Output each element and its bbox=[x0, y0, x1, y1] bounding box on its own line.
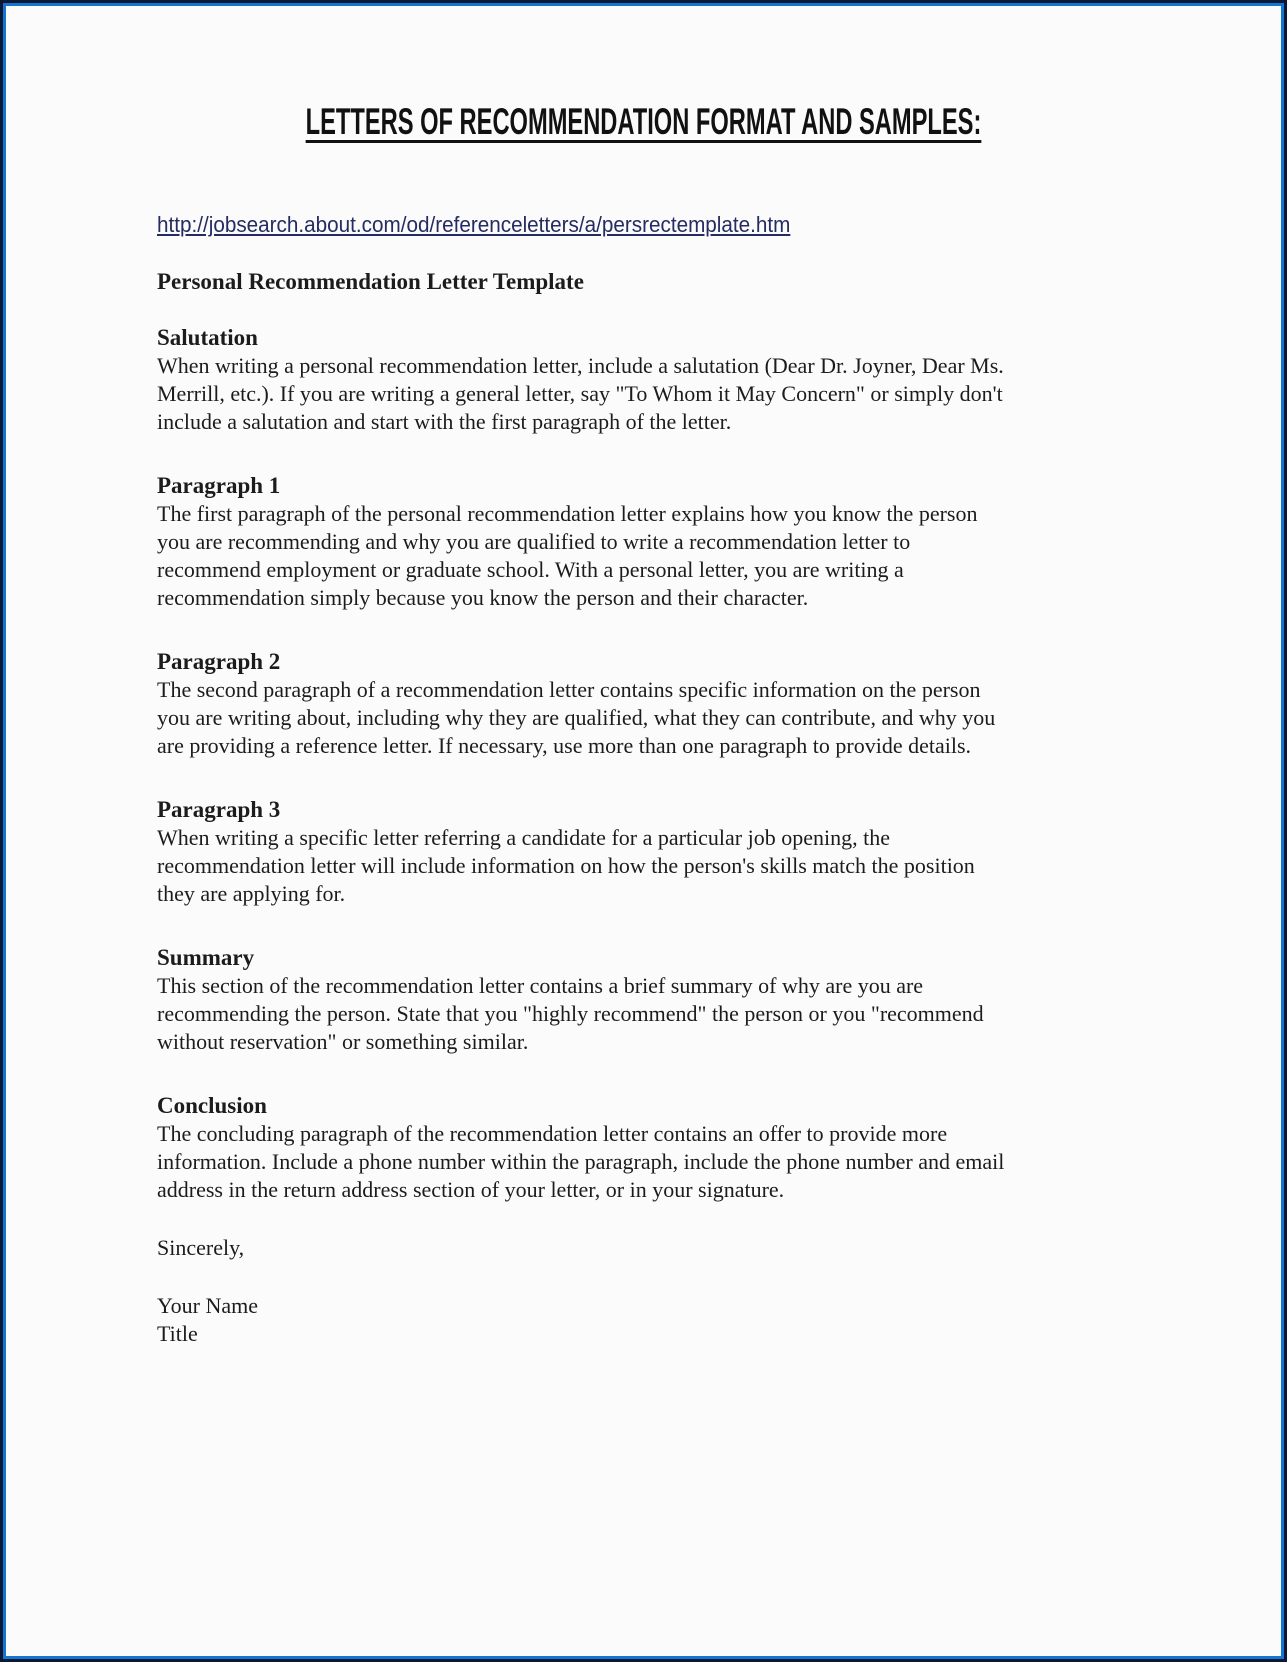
section-salutation bbox=[157, 324, 1281, 436]
section-text-line: include a salutation and start with the first paragraph of the letter. bbox=[157, 409, 732, 434]
section-text-line: they are applying for. bbox=[157, 881, 346, 906]
section-text-line: recommending the person. State that you "highly recommend" the person or you "recommend bbox=[157, 1001, 984, 1026]
sections-container bbox=[157, 324, 1281, 1204]
section-text-line: This section of the recommendation letter contains a brief summary of why are you are bbox=[157, 973, 924, 998]
section-text-line: recommend employment or graduate school. With a personal letter, you are writing a bbox=[157, 557, 904, 582]
document-title: LETTERS OF RECOMMENDATION FORMAT AND SAMPLES: bbox=[305, 101, 982, 142]
closing-signature-title: Title bbox=[157, 1321, 198, 1346]
document-content bbox=[6, 6, 1281, 1348]
closing-valediction: Sincerely, bbox=[157, 1235, 245, 1260]
section-text-line: without reservation" or something similar. bbox=[157, 1029, 529, 1054]
section-text-line: information. Include a phone number within the paragraph, include the phone number and email bbox=[157, 1149, 1005, 1174]
page-border-frame bbox=[3, 3, 1284, 1659]
section-heading: Salutation bbox=[157, 325, 258, 350]
source-url-link[interactable]: http://jobsearch.about.com/od/referenceletters/a/persrectemplate.htm bbox=[157, 212, 791, 237]
section-heading: Conclusion bbox=[157, 1093, 267, 1118]
section-conclusion bbox=[157, 1092, 1281, 1204]
section-text-line: The concluding paragraph of the recommendation letter contains an offer to provide more bbox=[157, 1121, 948, 1146]
section-text-line: The first paragraph of the personal recommendation letter explains how you know the person bbox=[157, 501, 978, 526]
section-text-line: address in the return address section of your letter, or in your signature. bbox=[157, 1177, 785, 1202]
section-paragraph-1 bbox=[157, 472, 1281, 612]
closing-block bbox=[157, 1234, 1281, 1348]
section-text-line: recommendation letter will include information on how the person's skills match the position bbox=[157, 853, 975, 878]
section-text-line: recommendation simply because you know the person and their character. bbox=[157, 585, 809, 610]
section-text-line: When writing a personal recommendation letter, include a salutation (Dear Dr. Joyner, Dear Ms. bbox=[157, 353, 1004, 378]
section-text-line: When writing a specific letter referring a candidate for a particular job opening, the bbox=[157, 825, 891, 850]
section-heading: Paragraph 1 bbox=[157, 473, 281, 498]
section-summary bbox=[157, 944, 1281, 1056]
document-subtitle: Personal Recommendation Letter Template bbox=[157, 269, 584, 294]
section-text-line: are providing a reference letter. If necessary, use more than one paragraph to provide details. bbox=[157, 733, 972, 758]
section-text-line: Merrill, etc.). If you are writing a general letter, say "To Whom it May Concern" or simply don't bbox=[157, 381, 1003, 406]
closing-signature-name: Your Name bbox=[157, 1293, 259, 1318]
section-text-line: The second paragraph of a recommendation letter contains specific information on the person bbox=[157, 677, 981, 702]
section-heading: Paragraph 2 bbox=[157, 649, 281, 674]
section-text-line: you are writing about, including why they are qualified, what they can contribute, and why you bbox=[157, 705, 996, 730]
section-text-line: you are recommending and why you are qualified to write a recommendation letter to bbox=[157, 529, 911, 554]
section-paragraph-2 bbox=[157, 648, 1281, 760]
section-heading: Paragraph 3 bbox=[157, 797, 281, 822]
section-paragraph-3 bbox=[157, 796, 1281, 908]
section-heading: Summary bbox=[157, 945, 255, 970]
